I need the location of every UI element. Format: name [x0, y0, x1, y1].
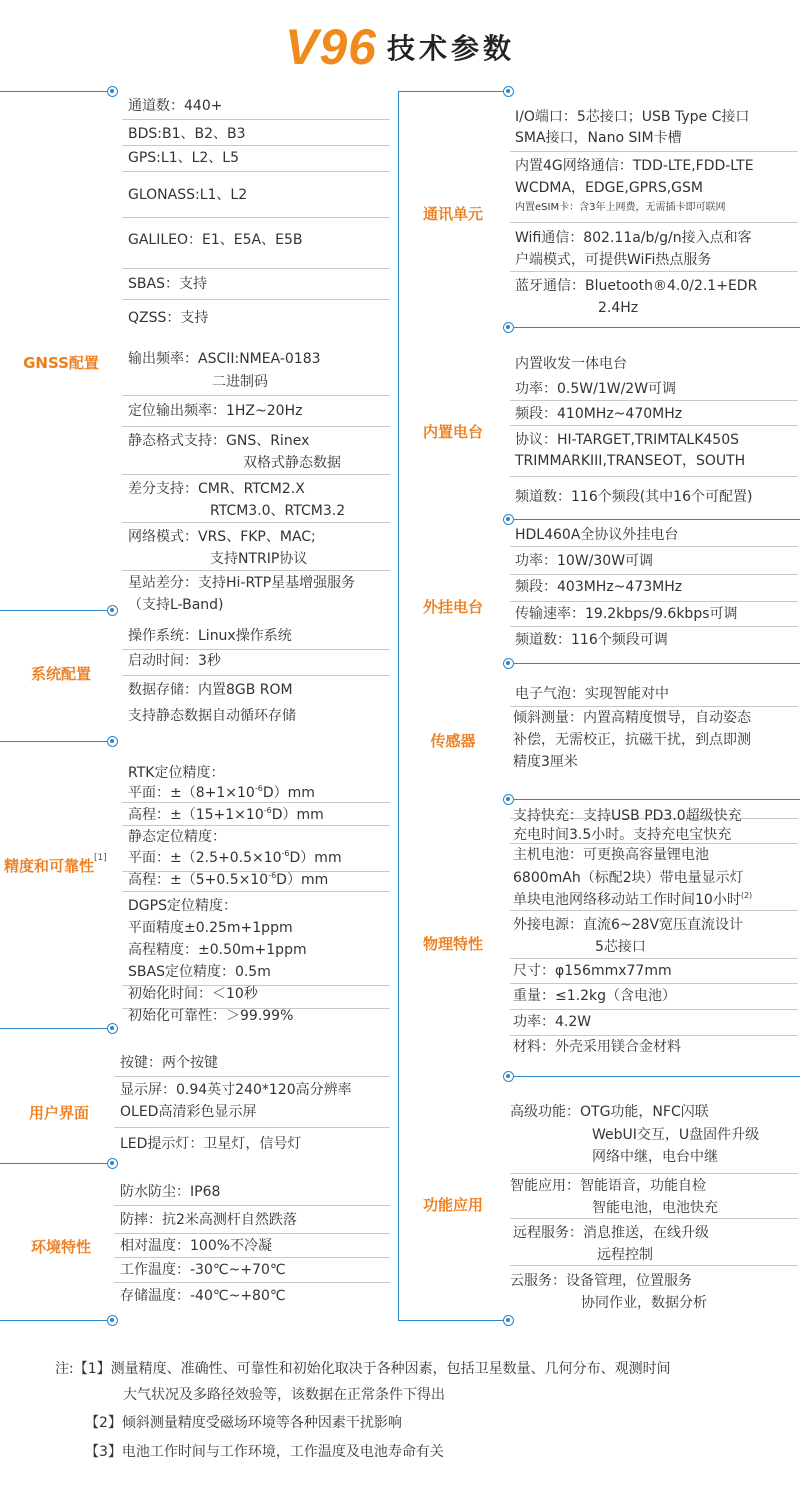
spec-line: SBAS：支持 [128, 276, 207, 292]
category-external-radio: 外挂电台 [422, 598, 483, 616]
frame-line [0, 1163, 112, 1164]
spec-line: 重量：≤1.2kg（含电池） [513, 988, 676, 1004]
node-dot [107, 1158, 118, 1169]
row-divider [122, 675, 390, 676]
spec-line: （支持L-Band) [128, 597, 224, 613]
row-divider [122, 299, 390, 300]
footnote-ref: [1] [94, 853, 107, 863]
spec-line: 支持静态数据自动循环存储 [128, 708, 296, 724]
row-divider [122, 171, 390, 172]
footnote: 【3】电池工作时间与工作环境，工作温度及电池寿命有关 [85, 1444, 444, 1460]
spec-line: 精度3厘米 [513, 754, 578, 770]
footnote: 注:【1】测量精度、准确性、可靠性和初始化取决于各种因素，包括卫星数量、几何分布、观测时间 [55, 1361, 671, 1377]
row-divider [122, 145, 390, 146]
category-internal-radio: 内置电台 [422, 423, 483, 441]
spec-line: 平面：$\pm(2.5+0.5\times 10^{-6}D)mm$ [128, 849, 342, 866]
node-dot [503, 658, 514, 669]
row-divider [122, 426, 390, 427]
row-divider [510, 601, 798, 602]
spec-line: 平面：$\pm(8+1\times 10^{-6}D)mm$ [128, 784, 315, 801]
node-dot [503, 1071, 514, 1082]
frame-line [508, 663, 800, 664]
node-dot [107, 605, 118, 616]
spec-line: 支持快充：支持USB PD3.0超级快充 [513, 808, 742, 824]
node-dot [503, 322, 514, 333]
row-divider [122, 570, 390, 571]
row-divider [122, 474, 390, 475]
row-divider [122, 395, 390, 396]
spec-line: 差分支持：CMR、RTCM2.X [128, 481, 305, 497]
category-gnss: GNSS配置 [23, 354, 99, 372]
frame-line [508, 327, 800, 328]
spec-line: 星站差分：支持Hi-RTP星基增强服务 [128, 575, 356, 591]
spec-line: 初始化时间：＜10秒 [128, 986, 258, 1002]
row-divider [510, 222, 798, 223]
node-dot [503, 86, 514, 97]
frame-line [508, 799, 800, 800]
row-divider [114, 1205, 390, 1206]
spec-line: 智能电池，电池快充 [592, 1200, 718, 1216]
node-dot [107, 736, 118, 747]
spec-line: 相对温度：100%不冷凝 [120, 1238, 273, 1254]
spec-line: 频段：410MHz~470MHz [515, 406, 683, 422]
spec-line: 单块电池网络移动站工作时间10小时$^{(2)}$ [513, 891, 753, 908]
category-environment: 环境特性 [30, 1238, 91, 1256]
spec-line: 倾斜测量：内置高精度惯导，自动姿态 [513, 710, 751, 726]
spec-line: 户端模式，可提供WiFi热点服务 [515, 252, 712, 268]
frame-line [0, 610, 112, 611]
spec-line: 操作系统：Linux操作系统 [128, 628, 292, 644]
row-divider [114, 1127, 390, 1128]
row-divider [510, 400, 798, 401]
row-divider [510, 1218, 798, 1219]
frame-line [398, 1320, 508, 1321]
spec-line: GALILEO：E1、E5A、E5B [128, 232, 303, 248]
spec-line: 二进制码 [212, 374, 268, 390]
spec-line: 内置收发一体电台 [515, 356, 627, 372]
node-dot [107, 86, 118, 97]
row-divider [510, 1009, 798, 1010]
footnote-ref: (2) [740, 891, 753, 900]
footnote: 大气状况及多路径效验等，该数据在正常条件下得出 [123, 1387, 445, 1403]
spec-line: 双格式静态数据 [243, 455, 341, 471]
row-divider [122, 217, 390, 218]
spec-line: 协同作业，数据分析 [581, 1295, 707, 1311]
row-divider [510, 271, 798, 272]
row-divider [122, 522, 390, 523]
row-divider [510, 958, 798, 959]
spec-line: 内置eSIM卡：含3年上网费，无需插卡即可联网 [515, 202, 726, 213]
spec-line: 2.4Hz [598, 300, 639, 316]
frame-line [508, 1076, 800, 1077]
footnote: 【2】倾斜测量精度受磁场环境等各种因素干扰影响 [85, 1415, 402, 1431]
spec-line: 按键：两个按键 [120, 1055, 218, 1071]
row-divider [510, 574, 798, 575]
spec-line: 高级功能：OTG功能，NFC闪联 [510, 1104, 709, 1120]
spec-line: TRIMMARKIII,TRANSEOT，SOUTH [515, 453, 746, 469]
frame-line [0, 1320, 112, 1321]
spec-line: 频段：403MHz~473MHz [515, 579, 683, 595]
spec-line: 功率：4.2W [513, 1014, 592, 1030]
spec-line: GPS:L1、L2、L5 [128, 150, 240, 166]
spec-line: 功率：0.5W/1W/2W可调 [515, 381, 677, 397]
row-divider [122, 119, 390, 120]
spec-line: 功率：10W/30W可调 [515, 553, 654, 569]
model-name: V96 [285, 19, 377, 75]
frame-line [398, 91, 399, 1320]
spec-line: 网络模式：VRS、FKP、MAC; [128, 529, 316, 545]
spec-line: 网络中继，电台中继 [592, 1149, 718, 1165]
spec-line: 通道数：440+ [128, 98, 223, 114]
spec-line: 充电时间3.5小时。支持充电宝快充 [513, 827, 732, 843]
spec-line: BDS:B1、B2、B3 [128, 126, 246, 142]
row-divider [122, 268, 390, 269]
spec-line: 显示屏：0.94英寸240*120高分辨率 [120, 1082, 352, 1098]
spec-line: 协议：HI-TARGET,TRIMTALK450S [515, 432, 740, 448]
node-dot [503, 1315, 514, 1326]
spec-line: 静态定位精度： [128, 829, 226, 845]
node-dot [503, 794, 514, 805]
spec-line: 尺寸：φ156mmx77mm [513, 963, 672, 979]
spec-line: 智能应用：智能语音，功能自检 [510, 1178, 706, 1194]
row-divider [114, 1282, 390, 1283]
spec-line: LED提示灯：卫星灯，信号灯 [120, 1136, 302, 1152]
spec-line: 外接电源：直流6~28V宽压直流设计 [513, 917, 744, 933]
row-divider [510, 626, 798, 627]
spec-line: SMA接口，Nano SIM卡槽 [515, 130, 682, 146]
spec-line: 高程精度：±0.50m+1ppm [128, 942, 307, 958]
spec-line: 材料：外壳采用镁合金材料 [513, 1039, 681, 1055]
row-divider [114, 1257, 390, 1258]
spec-line: WCDMA，EDGE,GPRS,GSM [515, 180, 703, 196]
spec-line: GLONASS:L1、L2 [128, 187, 248, 203]
row-divider [510, 1035, 798, 1036]
row-divider [510, 1265, 798, 1266]
title-text: 技术参数 [386, 32, 515, 65]
row-divider [510, 706, 798, 707]
spec-line: I/O端口：5芯接口；USB Type C接口 [515, 109, 750, 125]
row-divider [510, 983, 798, 984]
spec-line: 存储温度：-40℃~+80℃ [120, 1288, 286, 1304]
spec-line: 6800mAh（标配2块）带电量显示灯 [513, 870, 744, 886]
category-communication: 通讯单元 [422, 205, 483, 223]
frame-line [0, 1028, 112, 1029]
spec-line: 防摔：抗2米高测杆自然跌落 [120, 1212, 297, 1228]
spec-line: 主机电池：可更换高容量锂电池 [513, 847, 709, 863]
category-functions: 功能应用 [422, 1196, 483, 1214]
row-divider [114, 1076, 390, 1077]
node-dot [503, 514, 514, 525]
spec-line: 5芯接口 [595, 939, 646, 955]
spec-line: 内置4G网络通信：TDD-LTE,FDD-LTE [515, 158, 754, 174]
spec-line: Wifi通信：802.11a/b/g/n接入点和客 [515, 230, 752, 246]
spec-line: OLED高清彩色显示屏 [120, 1104, 257, 1120]
spec-line: WebUI交互，U盘固件升级 [592, 1127, 760, 1143]
category-accuracy: 精度和可靠性[1] [4, 853, 107, 875]
category-ui: 用户界面 [28, 1104, 89, 1122]
spec-line: 蓝牙通信：Bluetooth®4.0/2.1+EDR [515, 278, 758, 294]
row-divider [122, 825, 390, 826]
frame-line [398, 91, 508, 92]
spec-line: SBAS定位精度：0.5m [128, 964, 271, 980]
row-divider [122, 891, 390, 892]
spec-line: 输出频率：ASCII:NMEA-0183 [128, 351, 321, 367]
spec-line: 工作温度：-30℃~+70℃ [120, 1262, 286, 1278]
row-divider [510, 151, 798, 152]
spec-line: 防水防尘：IP68 [120, 1184, 221, 1200]
spec-line: HDL460A全协议外挂电台 [515, 527, 679, 543]
spec-line: QZSS：支持 [128, 310, 209, 326]
spec-line: 云服务：设备管理，位置服务 [510, 1273, 692, 1289]
row-divider [510, 476, 798, 477]
spec-line: 电子气泡：实现智能对中 [515, 686, 669, 702]
spec-line: 远程服务：消息推送，在线升级 [513, 1225, 709, 1241]
node-dot [107, 1315, 118, 1326]
spec-line: 补偿，无需校正，抗磁干扰，到点即测 [513, 732, 751, 748]
row-divider [510, 910, 798, 911]
spec-line: RTCM3.0、RTCM3.2 [210, 503, 346, 519]
node-dot [107, 1023, 118, 1034]
spec-line: 传输速率：19.2kbps/9.6kbps可调 [515, 606, 738, 622]
spec-line: 支持NTRIP协议 [210, 551, 308, 567]
spec-line: 频道数：116个频段可调 [515, 632, 668, 648]
spec-line: 高程：$\pm(5+0.5\times 10^{-6}D)mm$ [128, 871, 329, 888]
page-title [0, 18, 800, 76]
category-sensor: 传感器 [430, 732, 476, 750]
spec-line: 定位输出频率：1HZ~20Hz [128, 403, 303, 419]
spec-line: 静态格式支持：GNS、Rinex [128, 433, 310, 449]
row-divider [510, 546, 798, 547]
spec-line: 启动时间：3秒 [128, 653, 221, 669]
spec-line: 初始化可靠性：＞99.99% [128, 1008, 294, 1024]
row-divider [114, 1233, 390, 1234]
row-divider [122, 649, 390, 650]
frame-line [508, 519, 800, 520]
frame-line [0, 91, 112, 92]
row-divider [510, 425, 798, 426]
frame-line [0, 741, 112, 742]
category-physical: 物理特性 [422, 935, 483, 953]
spec-line: DGPS定位精度： [128, 898, 237, 914]
spec-line: 数据存储：内置8GB ROM [128, 682, 293, 698]
spec-line: RTK定位精度： [128, 765, 225, 781]
spec-line: 高程：$\pm(15+1\times 10^{-6}D)mm$ [128, 806, 324, 823]
spec-line: 平面精度±0.25m+1ppm [128, 920, 293, 936]
spec-line: 远程控制 [597, 1247, 653, 1263]
category-system: 系统配置 [30, 665, 91, 683]
spec-line: 频道数：116个频段(其中16个可配置) [515, 489, 753, 505]
row-divider [510, 1173, 798, 1174]
